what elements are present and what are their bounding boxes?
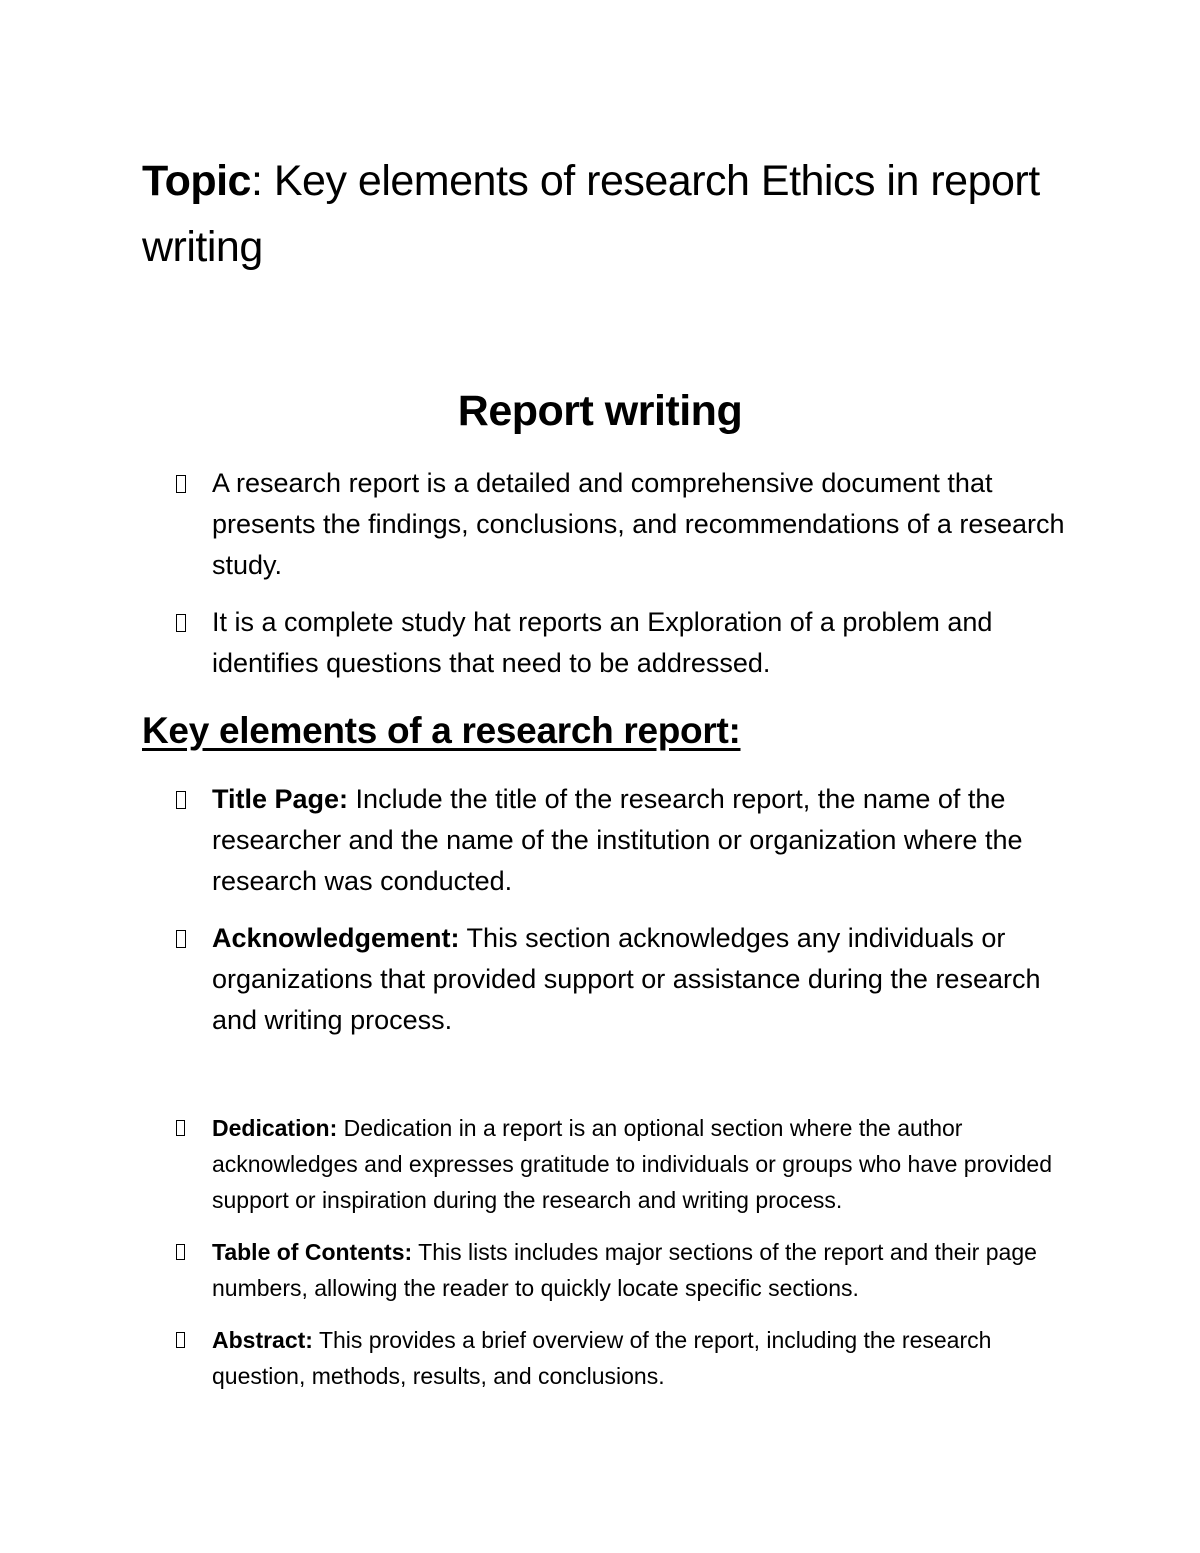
bullet-icon bbox=[176, 1110, 185, 1147]
list-item-text: This section acknowledges any individuals or organizations that provided support or assistance during the research and writing process. bbox=[212, 923, 1041, 1035]
list-item bbox=[0, 1322, 1200, 1394]
bullet-icon bbox=[176, 1234, 185, 1271]
list-item-term: Table of Contents: bbox=[212, 1239, 413, 1265]
bullet-icon bbox=[176, 779, 186, 821]
list-item bbox=[0, 463, 1200, 586]
list-item-text: It is a complete study hat reports an Exploration of a problem and identifies questions that need to be addressed. bbox=[212, 607, 993, 678]
list-item-text: Dedication in a report is an optional section where the author acknowledges and expresses gratitude to individuals or groups who have provided support or inspiration during the research and writing process. bbox=[212, 1115, 1053, 1213]
list-item bbox=[0, 918, 1200, 1041]
list-item bbox=[0, 1234, 1200, 1306]
list-item-term: Dedication: bbox=[212, 1115, 338, 1141]
bullet-icon bbox=[176, 1322, 185, 1359]
bullet-icon bbox=[176, 918, 186, 960]
list-item-text: A research report is a detailed and comprehensive document that presents the findings, conclusions, and recommendations of a research study. bbox=[212, 468, 1065, 580]
list-item-term: Abstract: bbox=[212, 1327, 313, 1353]
list-item-term: Title Page: bbox=[212, 784, 349, 814]
topic-separator: : bbox=[250, 157, 263, 205]
key-elements-heading: Key elements of a research report: bbox=[142, 710, 741, 751]
list-item-text: This lists includes major sections of the report and their page numbers, allowing the reader to quickly locate specific sections. bbox=[212, 1239, 1037, 1301]
list-item-text: This provides a brief overview of the report, including the research question, methods, results, and conclusions. bbox=[212, 1327, 992, 1389]
topic-heading bbox=[142, 148, 1042, 280]
list-item bbox=[0, 1110, 1200, 1218]
key-elements-list bbox=[0, 779, 1200, 1057]
bullet-icon bbox=[176, 602, 186, 644]
topic-label: Topic bbox=[142, 157, 251, 205]
list-item-text: Include the title of the research report, the name of the researcher and the name of the institution or organization where the research was conducted. bbox=[212, 784, 1023, 896]
topic-text: Key elements of research Ethics in report writing bbox=[142, 157, 1040, 271]
list-item bbox=[0, 602, 1200, 684]
list-item-term: Acknowledgement: bbox=[212, 923, 460, 953]
report-writing-heading: Report writing bbox=[457, 387, 743, 435]
list-item bbox=[0, 779, 1200, 902]
bullet-icon bbox=[176, 463, 186, 505]
key-elements-list-continued bbox=[0, 1110, 1200, 1410]
report-writing-list bbox=[0, 463, 1200, 700]
